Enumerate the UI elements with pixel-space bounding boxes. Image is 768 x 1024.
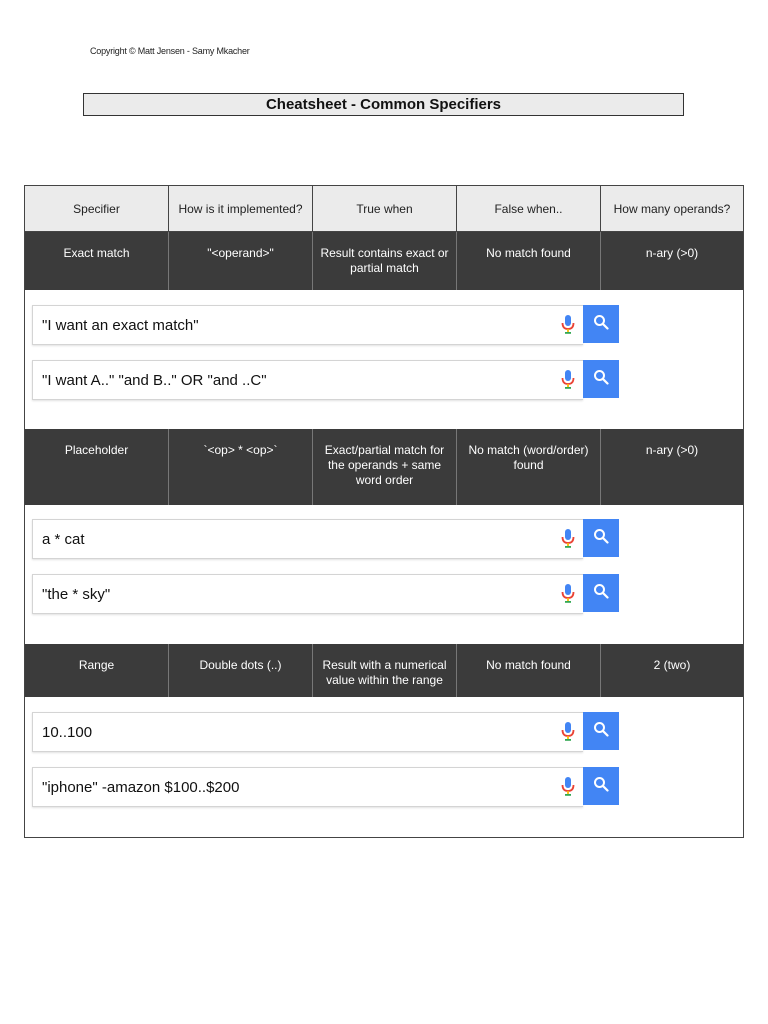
header-operands: How many operands? [613,201,731,216]
cheatsheet-table [24,185,744,838]
cell-specifier: Placeholder [25,429,169,505]
cell-false-when: No match found [457,644,601,697]
cell-true-when: Result with a numerical value within the range [313,644,457,697]
search-button[interactable] [583,519,619,557]
search-bar-example[interactable] [32,767,619,807]
search-button[interactable] [583,305,619,343]
copyright-notice: Copyright © Matt Jensen - Samy Mkacher [90,46,250,56]
magnifier-icon [593,776,609,797]
cell-false-when: No match found [457,232,601,290]
search-button[interactable] [583,767,619,805]
search-button[interactable] [583,574,619,612]
search-query[interactable]: "I want A.." "and B.." OR "and ..C" [42,371,267,389]
cell-specifier: Range [25,644,169,697]
specifier-row-placeholder [25,429,743,505]
microphone-icon[interactable] [555,306,581,344]
cell-implementation: `<op> * <op>` [169,429,313,505]
search-input[interactable] [32,712,583,752]
header-specifier: Specifier [25,186,169,231]
magnifier-icon [593,721,609,742]
search-input[interactable] [32,360,583,400]
search-input[interactable] [32,305,583,345]
cell-true-when: Result contains exact or partial match [313,232,457,290]
search-input[interactable] [32,519,583,559]
cell-operands: n-ary (>0) [645,443,699,457]
page-title: Cheatsheet - Common Specifiers [83,93,684,116]
search-bar-example[interactable] [32,712,619,752]
specifier-row-range [25,644,743,697]
search-bar-example[interactable] [32,305,619,345]
microphone-icon[interactable] [555,575,581,613]
search-query[interactable]: "the * sky" [42,585,111,603]
header-true-when: True when [313,186,457,231]
cell-operands: n-ary (>0) [645,246,699,260]
cell-implementation: "<operand>" [169,232,313,290]
microphone-icon[interactable] [555,520,581,558]
magnifier-icon [593,583,609,604]
search-bar-example[interactable] [32,360,619,400]
microphone-icon[interactable] [555,768,581,806]
search-button[interactable] [583,712,619,750]
microphone-icon[interactable] [555,361,581,399]
search-query[interactable]: a * cat [42,530,85,548]
header-row [25,186,743,232]
microphone-icon[interactable] [555,713,581,751]
magnifier-icon [593,369,609,390]
magnifier-icon [593,528,609,549]
search-input[interactable] [32,767,583,807]
search-query[interactable]: "I want an exact match" [42,316,199,334]
search-query[interactable]: "iphone" -amazon $100..$200 [42,778,240,796]
cell-implementation: Double dots (..) [169,644,313,697]
cell-specifier: Exact match [25,232,169,290]
search-query[interactable]: 10..100 [42,723,93,741]
cell-false-when: No match (word/order) found [457,429,601,505]
magnifier-icon [593,314,609,335]
specifier-row-exact-match [25,232,743,290]
search-button[interactable] [583,360,619,398]
search-bar-example[interactable] [32,574,619,614]
header-implementation: How is it implemented? [169,186,313,231]
search-input[interactable] [32,574,583,614]
search-bar-example[interactable] [32,519,619,559]
cell-true-when: Exact/partial match for the operands + same word order [313,429,457,505]
cell-operands: 2 (two) [653,658,691,672]
header-false-when: False when.. [457,186,601,231]
